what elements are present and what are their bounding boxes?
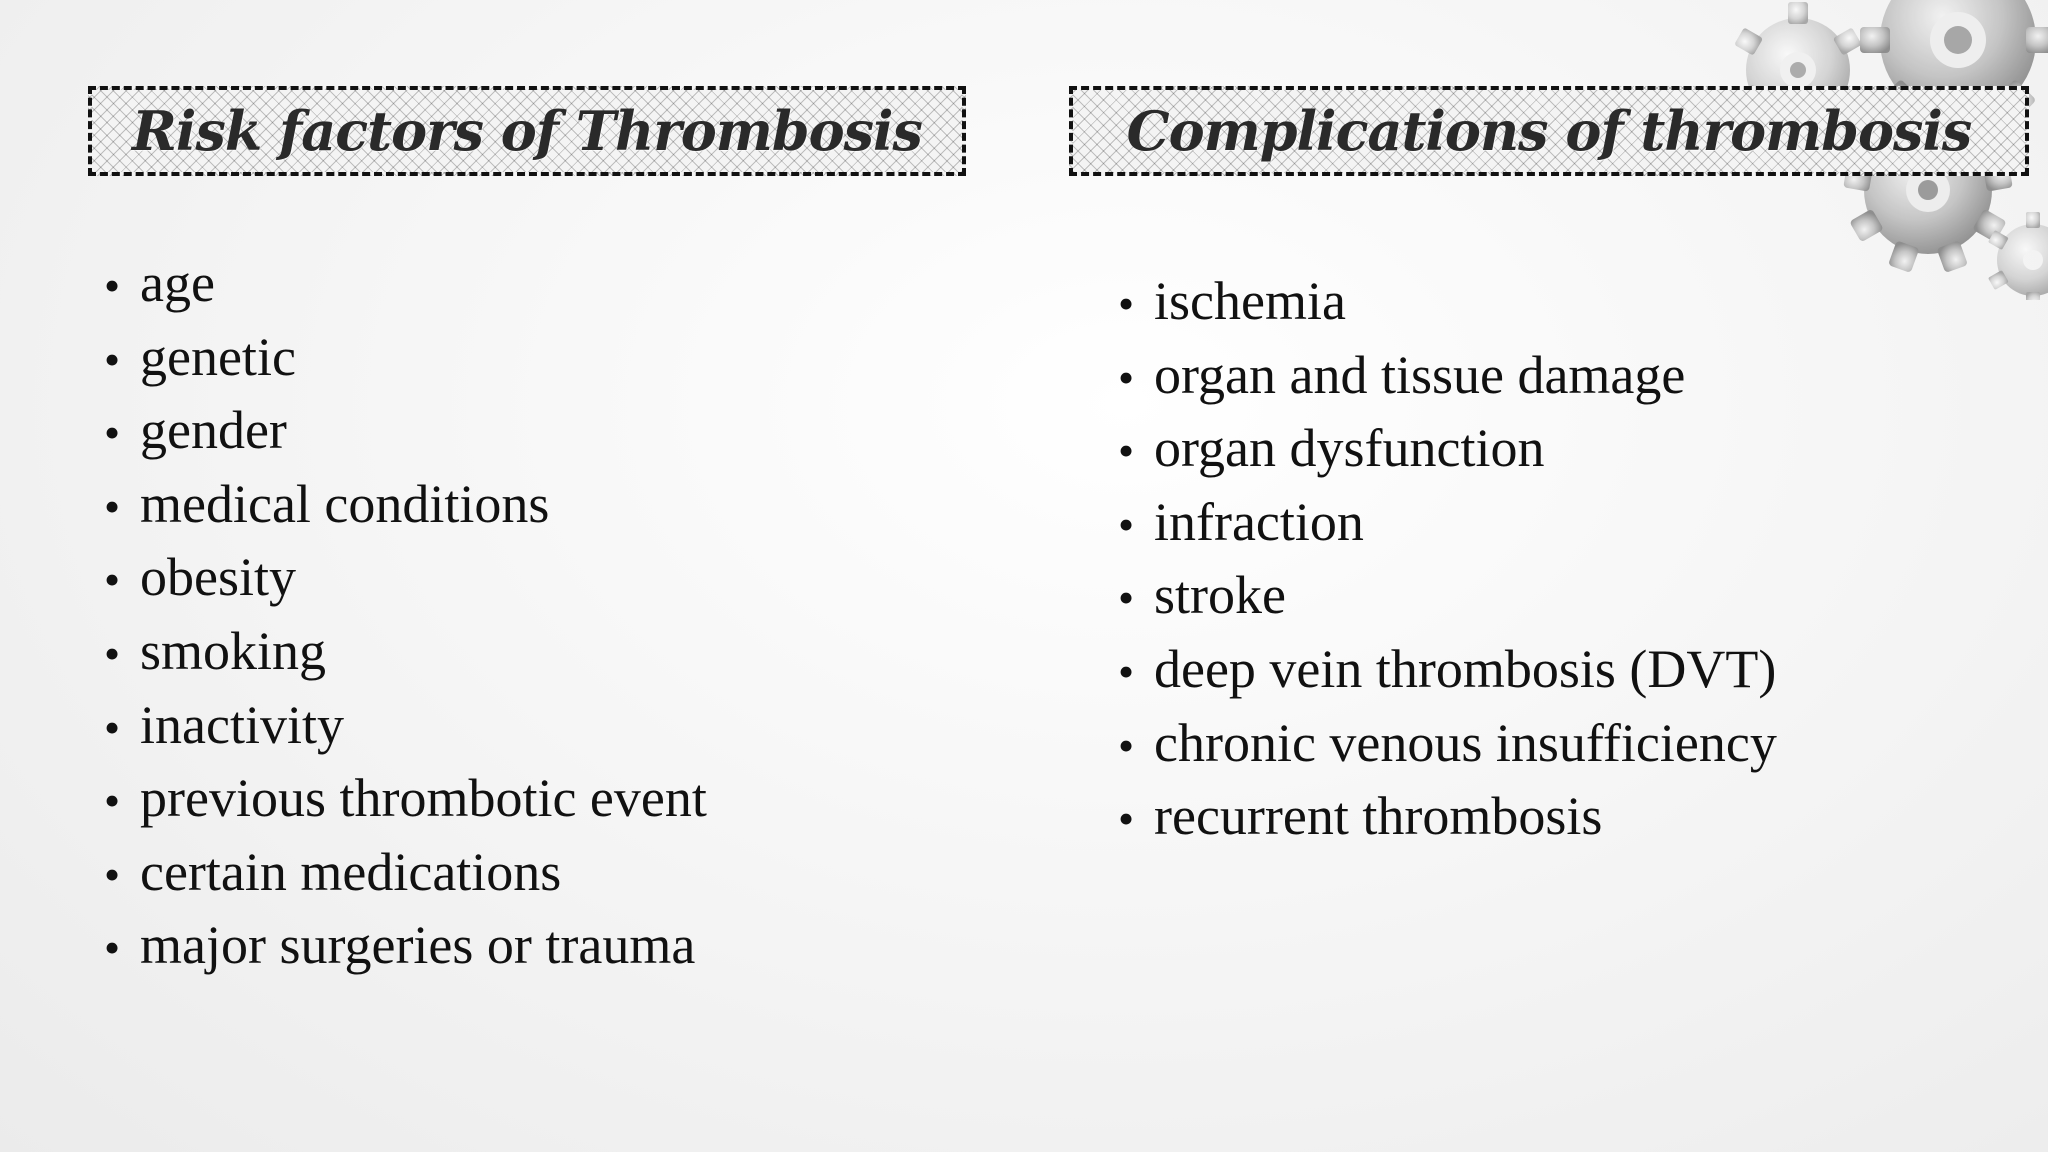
list-item [1118, 634, 1777, 708]
list-item-text: infraction [1154, 491, 1364, 552]
complications-title: Complications of thrombosis [1126, 99, 1972, 163]
bullet-icon: • [1118, 719, 1135, 771]
list-item-text: organ dysfunction [1154, 418, 1545, 479]
complications-list [1118, 266, 1777, 855]
list-item [104, 837, 707, 911]
list-item [1118, 708, 1777, 782]
risk-factors-title: Risk factors of Thrombosis [132, 99, 922, 163]
bullet-icon: • [104, 775, 121, 827]
bullet-icon: • [104, 554, 121, 606]
list-item-text: previous thrombotic event [140, 768, 707, 829]
bullet-icon: • [1118, 793, 1135, 845]
risk-factors-title-box [88, 86, 966, 176]
list-item [1118, 487, 1777, 561]
bullet-icon: • [104, 407, 121, 459]
list-item-text: genetic [140, 326, 296, 387]
list-item-text: stroke [1154, 565, 1286, 626]
list-item-text: ischemia [1154, 271, 1346, 331]
bullet-icon: • [1118, 498, 1135, 550]
bullet-icon: • [1118, 425, 1135, 477]
list-item-text: gender [140, 400, 287, 461]
bullet-icon: • [1118, 572, 1135, 624]
list-item [104, 542, 707, 616]
bullet-icon: • [104, 260, 121, 311]
list-item [104, 322, 707, 396]
bullet-icon: • [104, 922, 121, 974]
bullet-icon: • [1118, 278, 1135, 329]
bullet-icon: • [104, 480, 121, 532]
list-item [1118, 560, 1777, 634]
list-item-text: inactivity [140, 694, 344, 755]
list-item-text: organ and tissue damage [1154, 344, 1686, 405]
list-item [1118, 781, 1777, 855]
list-item [1118, 413, 1777, 487]
list-item [104, 395, 707, 469]
list-item-text: certain medications [140, 841, 562, 902]
risk-factors-list [104, 248, 707, 984]
list-item [104, 469, 707, 543]
list-item-text: recurrent thrombosis [1154, 786, 1603, 847]
complications-title-box [1069, 86, 2029, 176]
list-item-text: age [140, 253, 215, 313]
list-item-text: medical conditions [140, 473, 550, 534]
list-item-text: chronic venous insufficiency [1154, 712, 1777, 773]
list-item-text: major surgeries or trauma [140, 915, 696, 976]
list-item [1118, 266, 1777, 340]
bullet-icon: • [1118, 351, 1135, 403]
bullet-icon: • [104, 627, 121, 679]
list-item [104, 763, 707, 837]
bullet-icon: • [104, 701, 121, 753]
list-item-text: deep vein thrombosis (DVT) [1154, 638, 1777, 699]
list-item [104, 616, 707, 690]
bullet-icon: • [104, 333, 121, 385]
bullet-icon: • [104, 848, 121, 900]
bullet-icon: • [1118, 645, 1135, 697]
list-item-text: smoking [140, 620, 327, 681]
list-item [1118, 340, 1777, 414]
list-item [104, 910, 707, 984]
list-item [104, 690, 707, 764]
list-item-text: obesity [140, 547, 296, 608]
list-item [104, 248, 707, 322]
